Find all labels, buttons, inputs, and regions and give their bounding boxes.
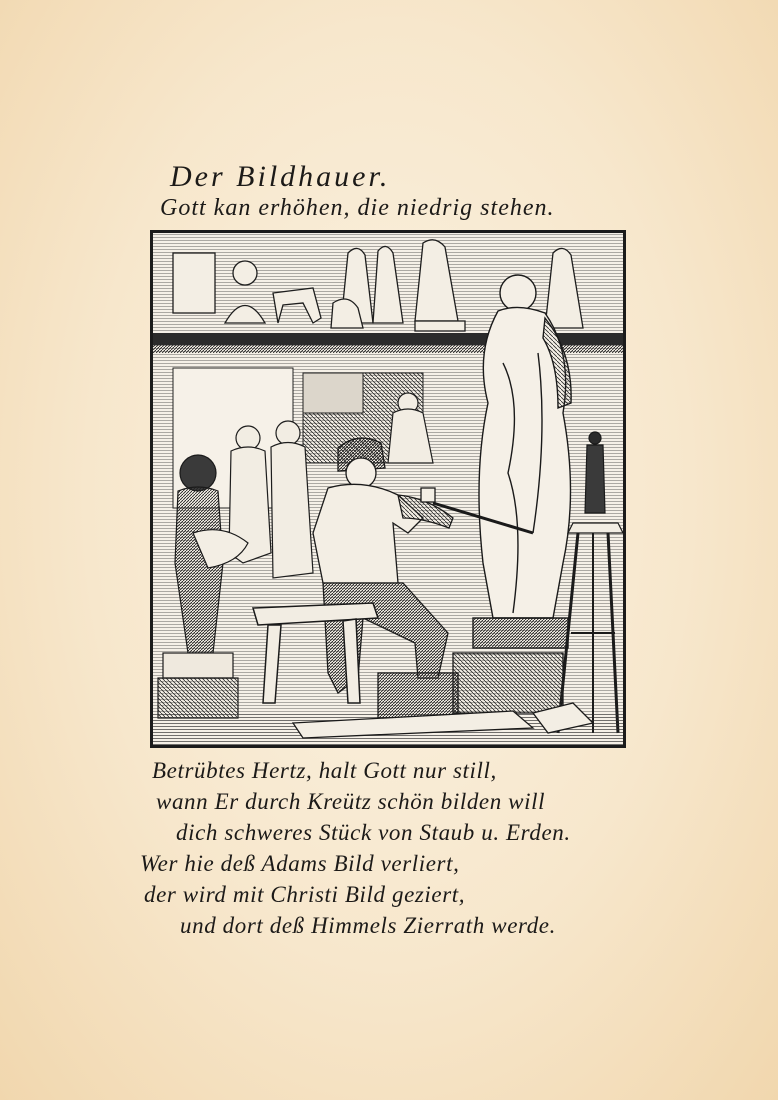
verse-line: wann Er durch Kreütz schön bilden will bbox=[156, 789, 546, 814]
verse-block bbox=[140, 755, 640, 941]
verse-line: Betrübtes Hertz, halt Gott nur still, bbox=[152, 758, 497, 783]
sculptor-engraving-icon bbox=[153, 233, 623, 745]
verse-line: der wird mit Christi Bild geziert, bbox=[144, 882, 466, 907]
verse-line: Wer hie deß Adams Bild verliert, bbox=[140, 851, 460, 876]
verse-line: dich schweres Stück von Staub u. Erden. bbox=[176, 820, 571, 845]
motto: Gott kan erhöhen, die niedrig stehen. bbox=[160, 195, 555, 221]
page-title: Der Bildhauer. bbox=[170, 160, 391, 193]
sculptor-engraving bbox=[150, 230, 626, 748]
title-block bbox=[160, 160, 640, 222]
verse-line: und dort deß Himmels Zierrath werde. bbox=[180, 913, 556, 938]
